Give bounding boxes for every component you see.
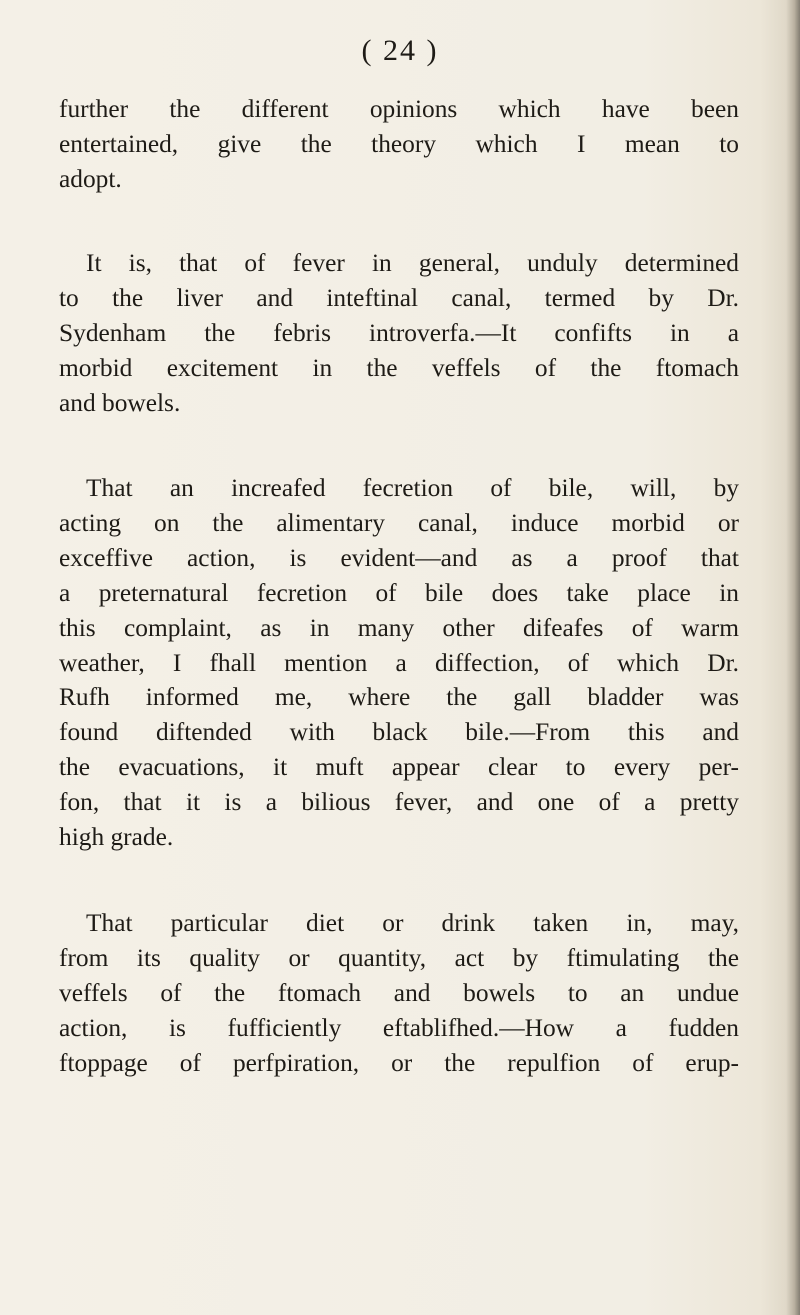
text-line: found diftended with black bile.—From this and: [59, 718, 739, 747]
paragraph-3: [59, 471, 739, 855]
text-line: ftoppage of perfpiration, or the repulfion of erup-: [59, 1048, 739, 1077]
page-number: ( 24 ): [361, 34, 439, 67]
text-line: a preternatural fecretion of bile does take place in: [59, 578, 739, 607]
paragraph-2: [59, 246, 739, 421]
text-line: and bowels.: [59, 388, 181, 417]
text-line: That an increafed fecretion of bile, will, by: [86, 474, 739, 502]
paragraph-1: [59, 92, 739, 197]
text-line: the evacuations, it muft appear clear to every per-: [59, 753, 739, 782]
text-line: to the liver and inteftinal canal, termed by Dr.: [59, 283, 739, 312]
text-line: That particular diet or drink taken in, may,: [86, 909, 739, 937]
paragraph-4: [59, 906, 739, 1081]
text-line: action, is fufficiently eftablifhed.—How a fudden: [59, 1013, 739, 1042]
text-line: Rufh informed me, where the gall bladder was: [59, 683, 739, 712]
text-line: from its quality or quantity, act by ftimulating the: [59, 943, 739, 972]
text-line: entertained, give the theory which I mean to: [59, 129, 739, 158]
text-line: fon, that it is a bilious fever, and one of a pretty: [59, 788, 739, 817]
text-line: exceffive action, is evident—and as a proof that: [59, 543, 739, 572]
text-line: further the different opinions which have been: [59, 95, 739, 123]
text-line: high grade.: [59, 823, 174, 852]
text-line: Sydenham the febris introverfa.—It confifts in a: [59, 318, 739, 347]
text-line: veffels of the ftomach and bowels to an undue: [59, 978, 739, 1007]
text-line: morbid excitement in the veffels of the ftomach: [59, 353, 739, 382]
text-line: acting on the alimentary canal, induce morbid or: [59, 508, 739, 537]
text-line: this complaint, as in many other difeafes of warm: [59, 613, 739, 642]
text-line: weather, I fhall mention a diffection, of which Dr.: [59, 648, 739, 677]
page-edge-shadow: [786, 0, 800, 1315]
text-line: adopt.: [59, 164, 122, 193]
text-line: It is, that of fever in general, unduly determined: [86, 249, 739, 277]
